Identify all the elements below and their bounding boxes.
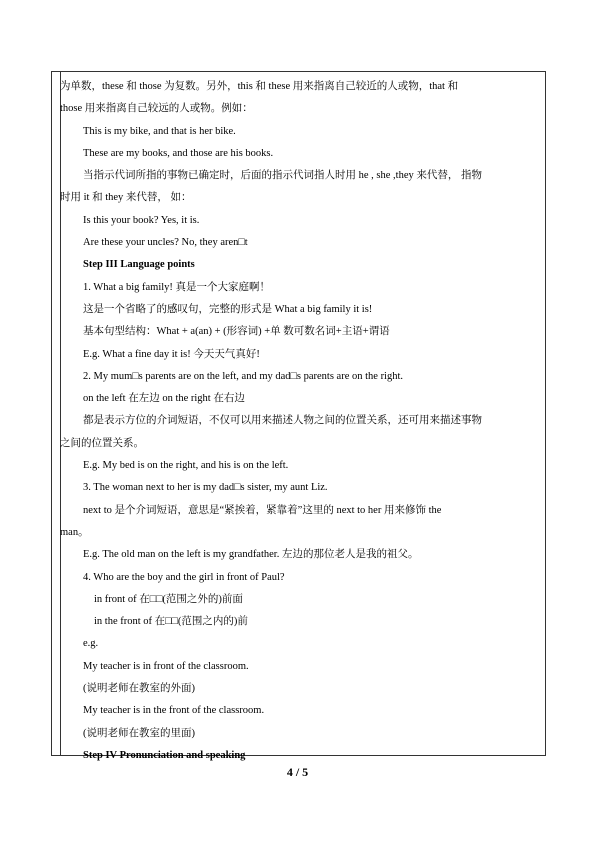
text-line: 1. What a big family! 真是一个大家庭啊！	[83, 281, 271, 293]
text-line: 基本句型结构：What + a(an) + (形容词) +单 数可数名词+主语+谓语	[83, 326, 390, 338]
text-line: These are my books, and those are his books.	[83, 147, 274, 159]
text-line: E.g. My bed is on the right, and his is on the left.	[83, 460, 289, 472]
text-line: (说明老师在教室的外面)	[83, 683, 195, 695]
text-line: My teacher is in the front of the classroom.	[83, 705, 265, 717]
text-line: man。	[60, 526, 89, 538]
text-line: My teacher is in front of the classroom.	[83, 660, 249, 672]
page-number: 4 / 5	[286, 765, 309, 779]
text-line: 2. My mum□s parents are on the left, and my dad□s parents are on the right.	[83, 370, 404, 382]
text-line: Are these your uncles? No, they aren□t	[83, 237, 248, 249]
text-line: E.g. The old man on the left is my grandfather. 左边的那位老人是我的祖父。	[83, 549, 419, 561]
text-line: in front of 在□□(范围之外的)前面	[94, 593, 243, 605]
document-body	[60, 76, 543, 767]
text-line: 这是一个省略了的感叹句，完整的形式是 What a big family it is!	[83, 303, 373, 315]
text-line: e.g.	[83, 638, 99, 650]
text-line: 4. Who are the boy and the girl in front of Paul?	[83, 571, 285, 583]
text-line: 时用 it 和 they 来代替， 如：	[60, 192, 192, 204]
text-line: E.g. What a fine day it is! 今天天气真好!	[83, 348, 260, 360]
text-line: Is this your book? Yes, it is.	[83, 214, 200, 226]
section-heading: Step III Language points	[83, 259, 195, 271]
text-line: those 用来指离自己较远的人或物。例如：	[60, 103, 253, 115]
text-line: 3. The woman next to her is my dad□s sister, my aunt Liz.	[83, 482, 328, 494]
text-line: 当指示代词所指的事物已确定时，后面的指示代词指人时用 he , she ,they 来代替， 指物	[83, 170, 482, 182]
text-line: 都是表示方位的介词短语，不仅可以用来描述人物之间的位置关系，还可用来描述事物	[83, 415, 482, 427]
text-line: on the left 在左边 on the right 在右边	[83, 393, 245, 405]
text-line: in the front of 在□□(范围之内的)前	[94, 616, 248, 628]
section-heading: Step IV Pronunciation and speaking	[83, 749, 246, 761]
text-line: (说明老师在教室的里面)	[83, 727, 195, 739]
text-line: 之间的位置关系。	[60, 437, 144, 449]
text-line: next to 是个介词短语，意思是“紧挨着，紧靠着”这里的 next to her 用来修饰 the	[83, 504, 442, 516]
text-line: This is my bike, and that is her bike.	[83, 125, 236, 137]
text-line: 为单数，these 和 those 为复数。另外，this 和 these 用来指离自己较近的人或物，that 和	[60, 81, 459, 92]
